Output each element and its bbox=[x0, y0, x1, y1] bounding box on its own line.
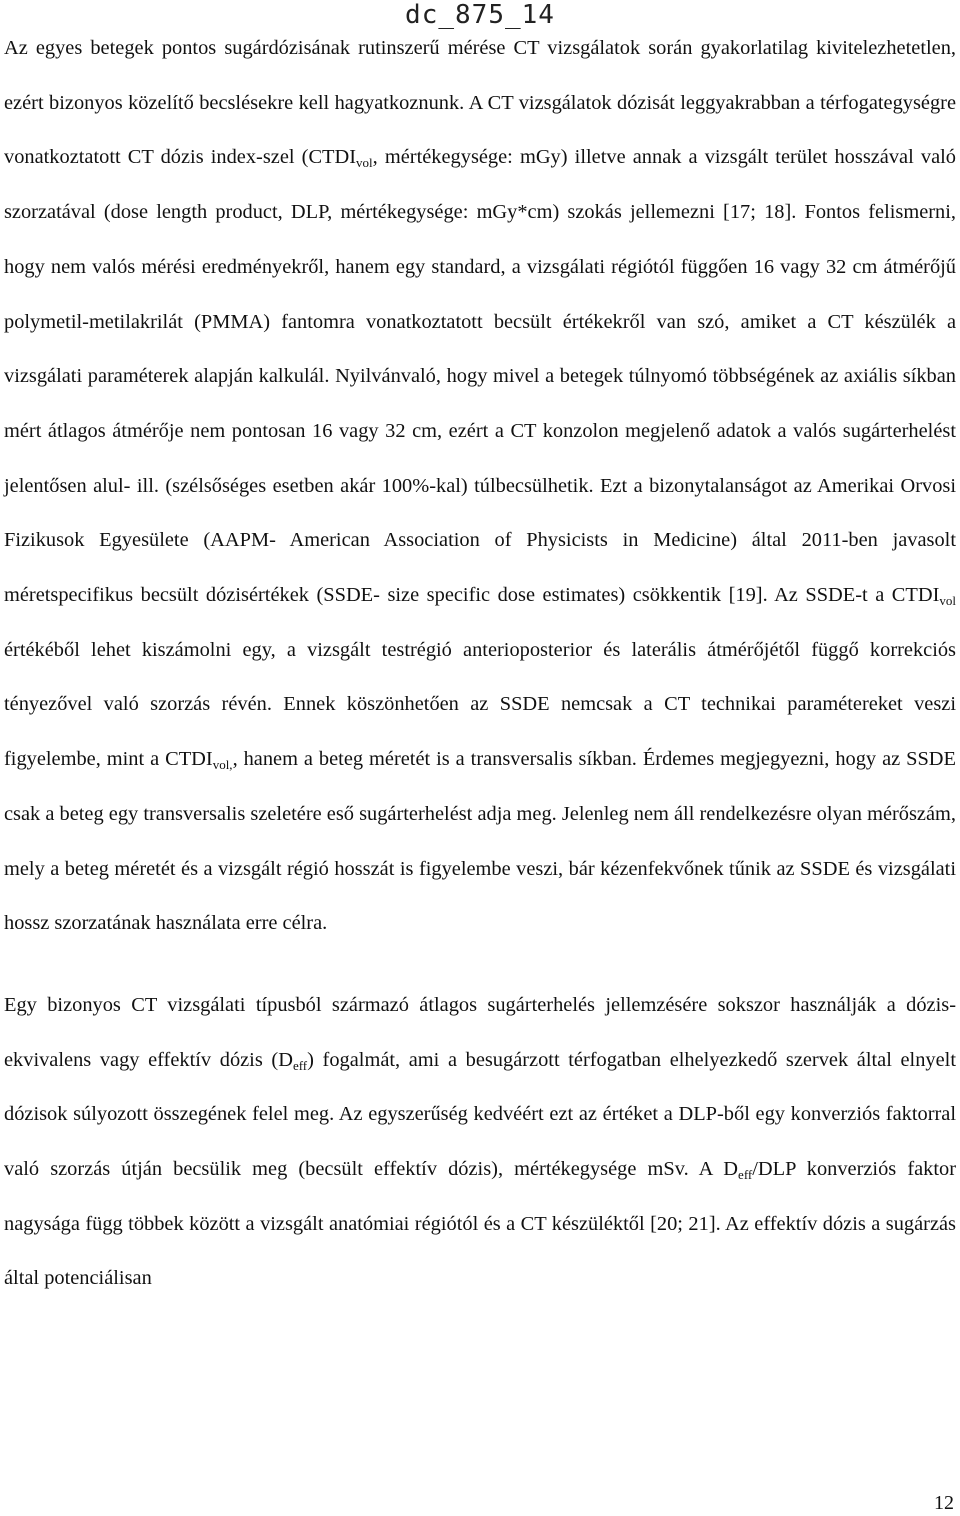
paragraph bbox=[4, 978, 956, 1306]
document-id-header: dc_875_14 bbox=[405, 0, 555, 30]
subscript-text: vol bbox=[939, 593, 956, 609]
text-segment: értékéből lehet kiszámolni egy, a vizsgált testrégió anterioposterior és laterális átmérőjétől függő korrekciós tényezővel való szorzás révén. Ennek köszönhetően az SSDE nemcsak a CT technikai paramétereket veszi figyelembe, mint a CTDI bbox=[4, 638, 956, 771]
subscript-text: eff bbox=[738, 1167, 753, 1183]
body-text bbox=[4, 21, 956, 1306]
page-number: 12 bbox=[934, 1492, 954, 1514]
text-segment: ) fogalmát, ami a besugárzott térfogatban elhelyezkedő szervek által elnyelt dózisok súlyozott összegének felel meg. Az egyszerűség kedvéért ezt az értéket a DLP-ből egy konverziós faktorral való szorzás útján becsülik meg (becsült effektív dózis), mértékegysége mSv. A D bbox=[4, 1048, 956, 1181]
subscript-text: vol, bbox=[212, 757, 233, 773]
text-segment: , hanem a beteg méretét is a transversalis síkban. Érdemes megjegyezni, hogy az SSDE csak a beteg egy transversalis szeletére eső sugárterhelést adja meg. Jelenleg nem áll rendelkezésre olyan mérőszám, mely a beteg méretét és a vizsgált régió hosszát is figyelembe veszi, bár kézenfekvőnek tűnik az SSDE és vizsgálati hossz szorzatának használata erre célra. bbox=[4, 748, 956, 935]
text-segment: Az egyes betegek pontos sugárdózisának rutinszerű mérése CT vizsgálatok során gyakorlatilag kivitelezhetetlen, ezért bizonyos közelítő becslésekre kell hagyatkoznunk. A CT vizsgálatok dózisát leggyakrabban a térfogategységre vonatkoztatott CT dózis index-szel (CTDI bbox=[4, 37, 956, 169]
text-segment: Egy bizonyos CT vizsgálati típusból származó átlagos sugárterhelés jellemzésére sokszor használják a dózis-ekvivalens vagy effektív dózis (D bbox=[4, 993, 956, 1071]
subscript-text: vol bbox=[356, 155, 373, 171]
text-segment: , mértékegysége: mGy) illetve annak a vizsgált terület hosszával való szorzatával (dose length product, DLP, mértékegysége: mGy*cm) szokás jellemezni [17; 18]. Fontos felismerni, hogy nem valós mérési eredményekről, hanem egy standard, a vizsgálati régiótól függően 16 vagy 32 cm átmérőjű polymetil-metilakrilát (PMMA) fantomra vonatkoztatott becsült értékekről van szó, amiket a CT készülék a vizsgálati paraméterek alapján kalkulál. Nyilvánvaló, hogy mivel a betegek túlnyomó többségének az axiális síkban mért átlagos átmérője nem pontosan 16 vagy 32 cm, ezért a CT konzolon megjelenő adatok a valós sugárterhelést jelentősen alul- ill. (szélsőséges esetben akár 100%-kal) túlbecsülhetik. Ezt a bizonytalanságot az Amerikai Orvosi Fizikusok Egyesülete (AAPM- American Association of Physicists in Medicine) által 2011-ben javasolt méretspecifikus becsült dózisértékek (SSDE- size specific dose estimates) csökkentik [19]. Az SSDE-t a CTDI bbox=[4, 146, 956, 607]
paragraph bbox=[4, 21, 956, 951]
text-segment: /DLP konverziós faktor nagysága függ többek között a vizsgált anatómiai régiótól és a CT készüléktől [20; 21]. Az effektív dózis a sugárzás által potenciálisan bbox=[4, 1158, 957, 1290]
subscript-text: eff bbox=[292, 1057, 308, 1073]
